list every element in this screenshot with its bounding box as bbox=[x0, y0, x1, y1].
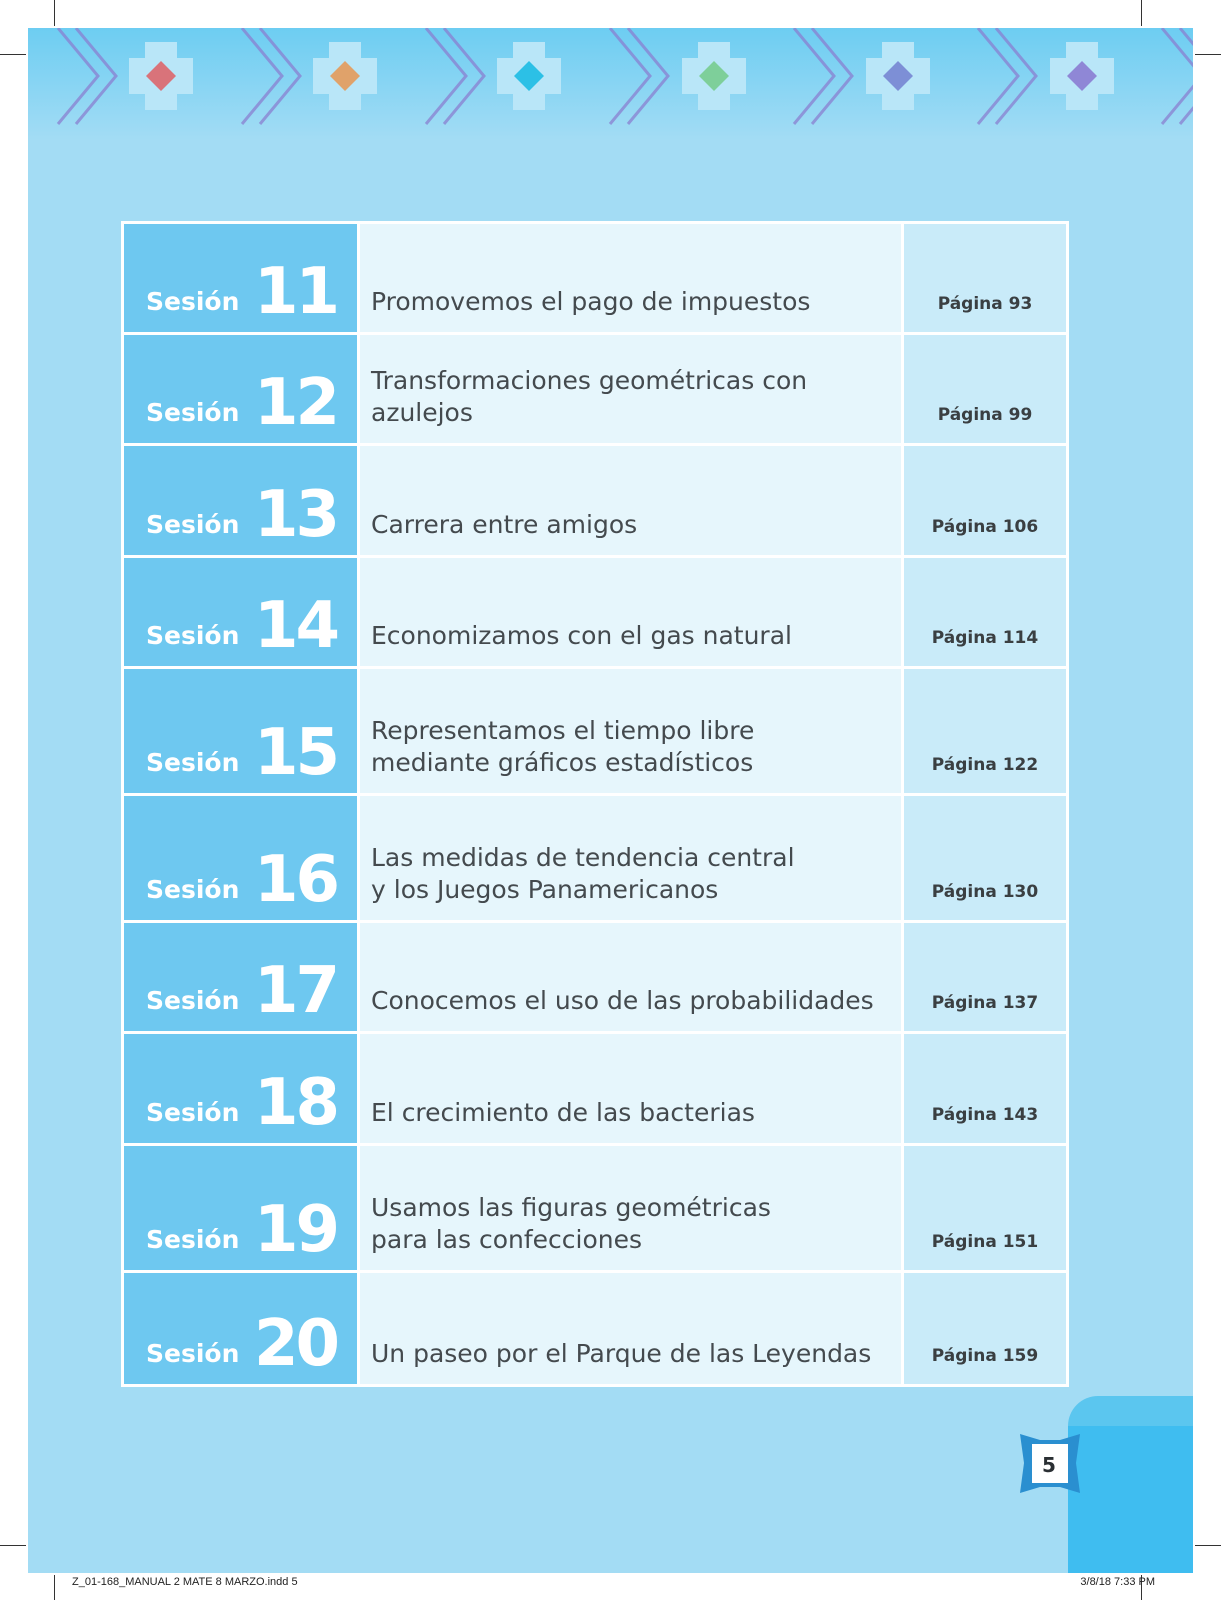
page-ref: Página 106 bbox=[931, 517, 1039, 537]
session-title: Representamos el tiempo libre mediante gráficos estadísticos bbox=[371, 716, 755, 777]
session-label: Sesión bbox=[146, 748, 240, 777]
page-ref-cell bbox=[904, 1273, 1066, 1384]
session-cell bbox=[124, 669, 360, 793]
session-number: 11 bbox=[253, 255, 337, 329]
page-ref-cell bbox=[904, 558, 1066, 666]
toc-row bbox=[124, 1146, 1066, 1273]
session-cell bbox=[124, 1034, 360, 1143]
session-title: Economizamos con el gas natural bbox=[371, 621, 792, 650]
session-cell bbox=[124, 335, 360, 443]
session-label: Sesión bbox=[146, 287, 240, 316]
page-ref: Página 122 bbox=[931, 755, 1039, 775]
page-ref: Página 130 bbox=[931, 882, 1039, 902]
crop-mark bbox=[1195, 1545, 1221, 1546]
session-cell bbox=[124, 796, 360, 920]
session-cell bbox=[124, 1146, 360, 1270]
session-title: El crecimiento de las bacterias bbox=[371, 1098, 755, 1127]
session-title: Las medidas de tendencia central y los Juegos Panamericanos bbox=[371, 843, 795, 904]
session-label: Sesión bbox=[146, 1225, 240, 1254]
toc-row bbox=[124, 923, 1066, 1034]
page-ref: Página 151 bbox=[931, 1232, 1039, 1252]
toc-row bbox=[124, 1034, 1066, 1146]
session-cell bbox=[124, 224, 360, 332]
session-label: Sesión bbox=[146, 986, 240, 1015]
session-title-cell bbox=[360, 558, 904, 666]
session-title-cell bbox=[360, 335, 904, 443]
session-number: 13 bbox=[253, 478, 337, 552]
session-title-cell bbox=[360, 796, 904, 920]
session-number: 20 bbox=[253, 1307, 337, 1381]
toc-row bbox=[124, 446, 1066, 558]
page bbox=[28, 28, 1193, 1573]
crop-mark bbox=[54, 1575, 55, 1600]
page-number: 5 bbox=[1042, 1453, 1056, 1477]
session-number: 19 bbox=[253, 1193, 337, 1267]
session-title-cell bbox=[360, 446, 904, 555]
crop-mark bbox=[54, 0, 55, 26]
session-label: Sesión bbox=[146, 621, 240, 650]
session-title-cell bbox=[360, 1034, 904, 1143]
toc-row bbox=[124, 669, 1066, 796]
session-title-cell bbox=[360, 1146, 904, 1270]
session-title: Conocemos el uso de las probabilidades bbox=[371, 986, 874, 1015]
session-cell bbox=[124, 923, 360, 1031]
session-cell bbox=[124, 558, 360, 666]
session-label: Sesión bbox=[146, 1098, 240, 1127]
session-title: Carrera entre amigos bbox=[371, 510, 638, 539]
session-number: 17 bbox=[253, 954, 337, 1028]
toc-row bbox=[124, 796, 1066, 923]
toc-row bbox=[124, 224, 1066, 335]
session-title: Transformaciones geométricas con azulejos bbox=[371, 366, 808, 427]
session-number: 14 bbox=[253, 589, 337, 663]
page-ref-cell bbox=[904, 446, 1066, 555]
session-label: Sesión bbox=[146, 1339, 240, 1368]
crop-mark bbox=[0, 54, 26, 55]
session-title-cell bbox=[360, 923, 904, 1031]
page-ref-cell bbox=[904, 669, 1066, 793]
session-label: Sesión bbox=[146, 510, 240, 539]
page-ref-cell bbox=[904, 224, 1066, 332]
session-cell bbox=[124, 446, 360, 555]
page-ref-cell bbox=[904, 1034, 1066, 1143]
date-slug: 3/8/18 7:33 PM bbox=[1080, 1576, 1155, 1588]
table-of-contents bbox=[121, 221, 1069, 1387]
session-number: 15 bbox=[253, 716, 337, 790]
session-number: 16 bbox=[253, 843, 337, 917]
page-ref: Página 137 bbox=[931, 993, 1039, 1013]
session-title-cell bbox=[360, 1273, 904, 1384]
page-ref: Página 93 bbox=[937, 294, 1033, 314]
page-ref-cell bbox=[904, 1146, 1066, 1270]
session-cell bbox=[124, 1273, 360, 1384]
page-ref-cell bbox=[904, 796, 1066, 920]
file-slug: Z_01-168_MANUAL 2 MATE 8 MARZO.indd 5 bbox=[72, 1576, 298, 1588]
toc-row bbox=[124, 1273, 1066, 1384]
session-title: Un paseo por el Parque de las Leyendas bbox=[371, 1339, 872, 1368]
page-ref: Página 143 bbox=[931, 1105, 1039, 1125]
decorative-banner bbox=[28, 28, 1193, 140]
crop-mark bbox=[1141, 0, 1142, 26]
session-title: Promovemos el pago de impuestos bbox=[371, 287, 811, 316]
crop-mark bbox=[0, 1545, 26, 1546]
page-ref-cell bbox=[904, 335, 1066, 443]
session-number: 18 bbox=[253, 1066, 337, 1140]
page-ref: Página 114 bbox=[931, 628, 1039, 648]
page-ref: Página 99 bbox=[937, 405, 1033, 425]
session-title-cell bbox=[360, 669, 904, 793]
session-number: 12 bbox=[253, 366, 337, 440]
toc-row bbox=[124, 558, 1066, 669]
session-title-cell bbox=[360, 224, 904, 332]
page-ref: Página 159 bbox=[931, 1346, 1039, 1366]
session-title: Usamos las figuras geométricas para las confecciones bbox=[371, 1193, 771, 1254]
crop-mark bbox=[1195, 54, 1221, 55]
session-label: Sesión bbox=[146, 875, 240, 904]
session-label: Sesión bbox=[146, 398, 240, 427]
toc-row bbox=[124, 335, 1066, 446]
page-ref-cell bbox=[904, 923, 1066, 1031]
